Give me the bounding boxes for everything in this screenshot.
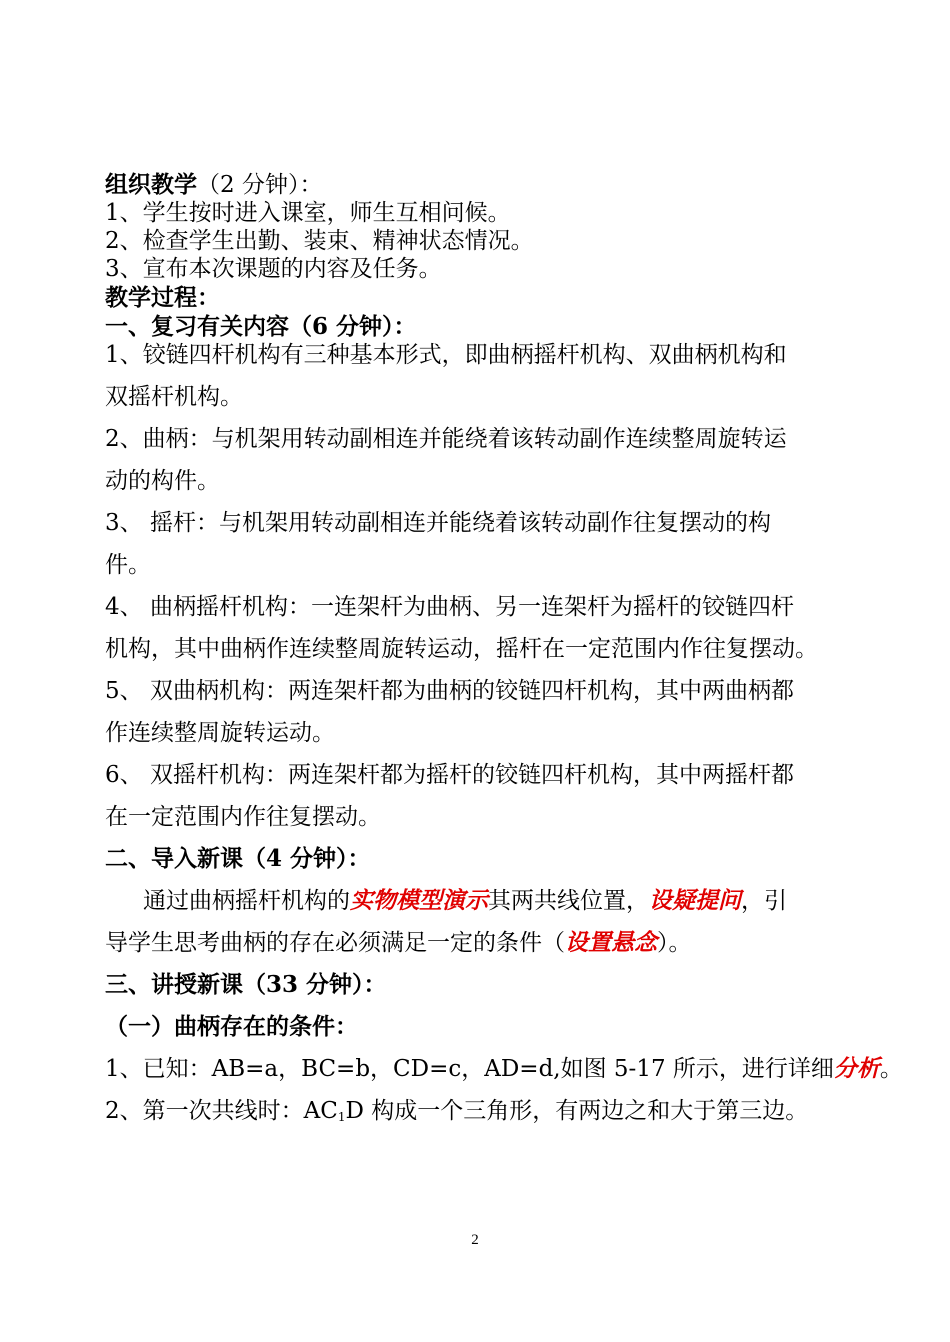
teach-text-b: 。 <box>879 1056 903 1082</box>
intro-emphasis-suspense: 设置悬念 <box>565 929 657 956</box>
org-heading: 组织教学 <box>105 171 197 198</box>
intro-text-c: ，引 <box>741 888 787 914</box>
teach-line-1 <box>105 1054 903 1084</box>
intro-text-d: 导学生思考曲柄的存在必须满足一定的条件（ <box>105 930 565 956</box>
intro-text-a: 通过曲柄摇杆机构的 <box>143 888 350 914</box>
review-line-2: 双摇杆机构。 <box>105 384 243 410</box>
org-item-1: 1、学生按时进入课室，师生互相问候。 <box>105 200 511 226</box>
teach-emphasis-analysis: 分析 <box>833 1055 880 1082</box>
org-time: （2 分钟）： <box>197 172 323 198</box>
review-line-10: 作连续整周旋转运动。 <box>105 720 335 746</box>
teach-text-a: 1、已知：AB=a，BC=b，CD=c，AD=d,如图 5-17 所示，进行详细 <box>105 1056 834 1082</box>
review-line-7: 4、 曲柄摇杆机构：一连架杆为曲柄、另一连架杆为摇杆的铰链四杆 <box>105 594 794 620</box>
teach-heading: 三、讲授新课（33 分钟）： <box>105 971 387 998</box>
teach-line-2 <box>105 1096 865 1126</box>
review-line-11: 6、 双摇杆机构：两连架杆都为摇杆的铰链四杆机构，其中两摇杆都 <box>105 762 794 788</box>
teach-sub-heading: （一）曲柄存在的条件： <box>105 1013 358 1040</box>
review-line-9: 5、 双曲柄机构：两连架杆都为曲柄的铰链四杆机构，其中两曲柄都 <box>105 678 794 704</box>
review-heading: 一、复习有关内容（6 分钟）： <box>105 313 417 340</box>
review-line-4: 动的构件。 <box>105 468 220 494</box>
review-line-1: 1、铰链四杆机构有三种基本形式，即曲柄摇杆机构、双曲柄机构和 <box>105 342 787 368</box>
review-line-6: 件。 <box>105 552 151 578</box>
review-line-12: 在一定范围内作往复摆动。 <box>105 804 381 830</box>
intro-emphasis-demo: 实物模型演示 <box>350 887 488 914</box>
review-line-3: 2、曲柄：与机架用转动副相连并能绕着该转动副作连续整周旋转运 <box>105 426 787 452</box>
org-item-3: 3、宣布本次课题的内容及任务。 <box>105 256 442 282</box>
intro-text-e: ）。 <box>657 930 692 956</box>
intro-emphasis-question: 设疑提问 <box>649 887 741 914</box>
org-heading-line <box>105 170 865 200</box>
intro-text-b: 其两共线位置， <box>488 888 649 914</box>
intro-line-2 <box>105 928 865 958</box>
process-heading: 教学过程： <box>105 284 220 311</box>
intro-line-1 <box>143 886 903 916</box>
teach-subscript: 1 <box>337 1110 346 1124</box>
page-number: 2 <box>471 1232 479 1248</box>
review-line-5: 3、 摇杆：与机架用转动副相连并能绕着该转动副作往复摆动的构 <box>105 510 771 536</box>
review-line-8: 机构，其中曲柄作连续整周旋转运动，摇杆在一定范围内作往复摆动。 <box>105 636 818 662</box>
teach-text-c: 2、第一次共线时：AC <box>105 1098 338 1124</box>
intro-heading: 二、导入新课（4 分钟）： <box>105 845 371 872</box>
teach-text-d: D 构成一个三角形，有两边之和大于第三边。 <box>345 1098 809 1124</box>
org-item-2: 2、检查学生出勤、装束、精神状态情况。 <box>105 228 534 254</box>
